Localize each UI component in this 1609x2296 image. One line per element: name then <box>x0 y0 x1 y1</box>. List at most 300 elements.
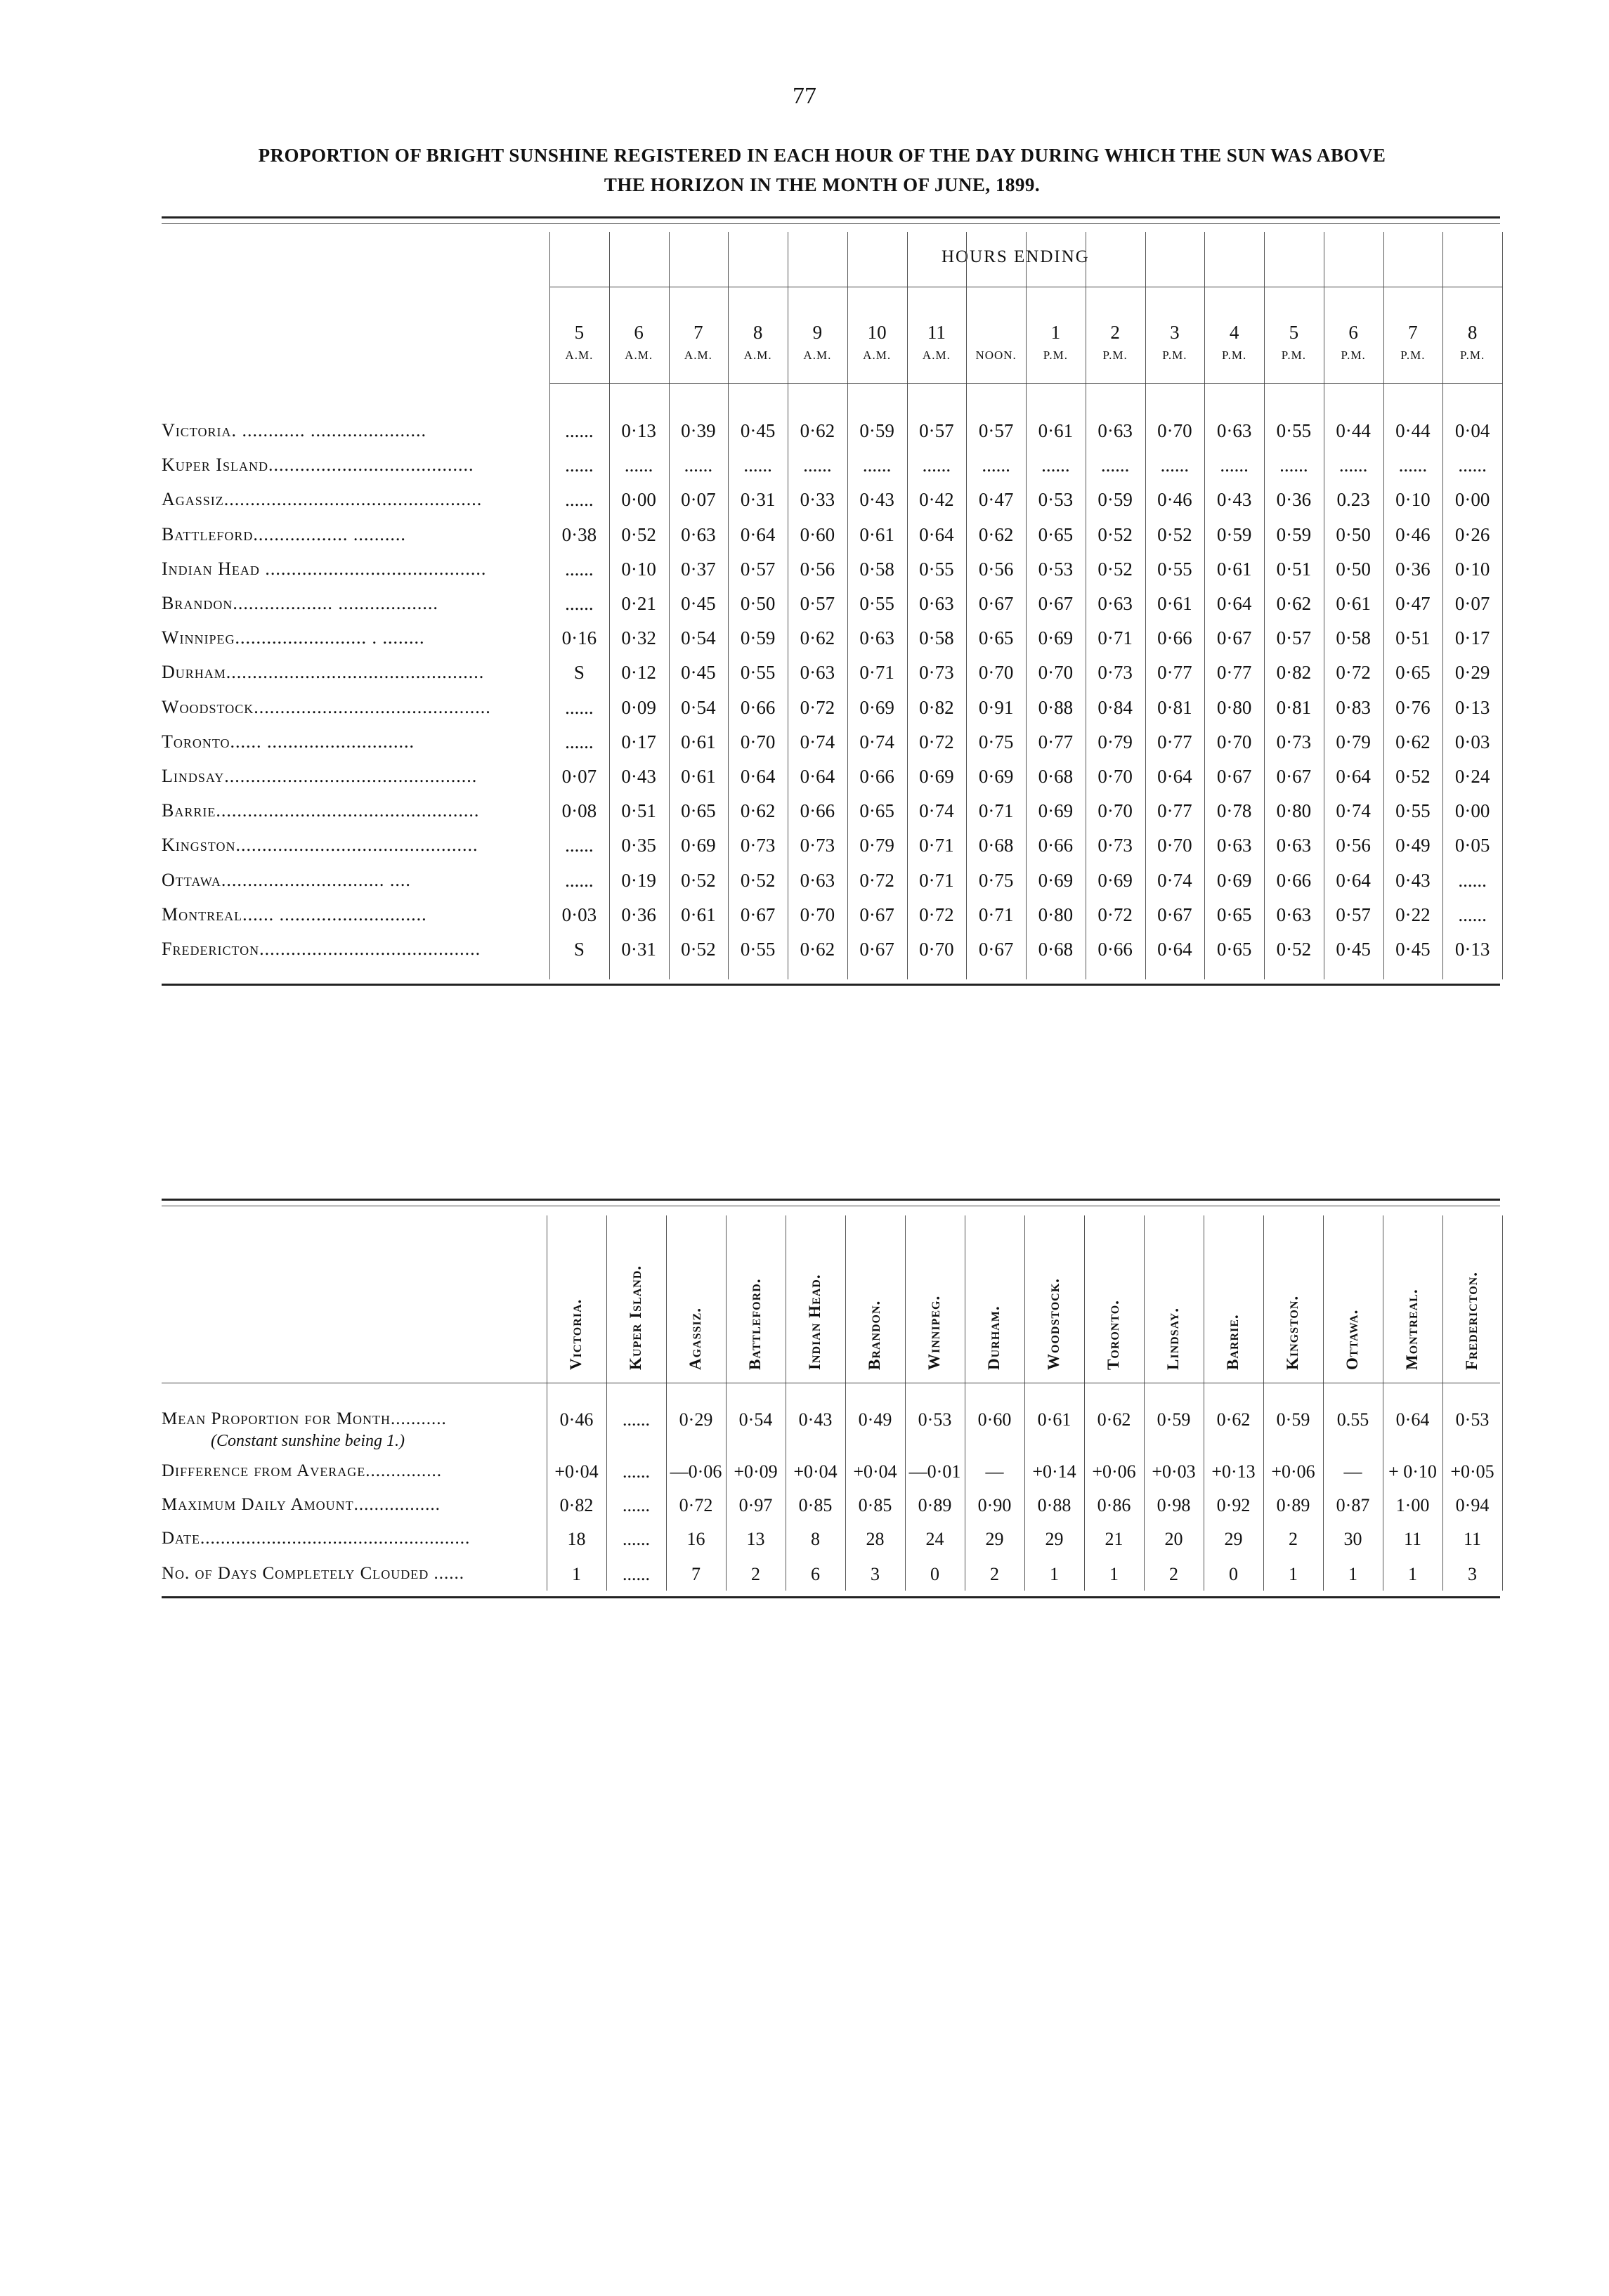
sunshine-value: 0·63 <box>1097 593 1133 614</box>
sunshine-value: 0·07 <box>1454 593 1490 614</box>
station-label: Montreal...... ............................ <box>162 904 427 925</box>
sunshine-value: 0·10 <box>1454 558 1490 580</box>
top-rule-thin <box>162 223 1500 224</box>
summary-value: 0·46 <box>559 1409 594 1430</box>
sunshine-value: 0·56 <box>1336 835 1371 856</box>
sunshine-value: 0·65 <box>1216 904 1252 925</box>
summary-value: 1 <box>1348 1564 1357 1584</box>
sunshine-value: 0·36 <box>621 904 656 925</box>
sunshine-value: ...... <box>1458 455 1487 476</box>
sunshine-value: 0·09 <box>621 696 656 718</box>
sunshine-value: 0·66 <box>800 800 835 822</box>
hour-column-number: 3 <box>1170 322 1180 343</box>
sunshine-value: 0·83 <box>1336 696 1371 718</box>
summary-value: 0·85 <box>798 1495 833 1515</box>
sunshine-value: 0·67 <box>978 593 1014 614</box>
sunshine-value: 0·46 <box>1157 489 1192 511</box>
sunshine-value: 0·58 <box>1336 627 1371 649</box>
sunshine-value: 0·31 <box>621 939 656 960</box>
sunshine-value: 0·66 <box>1097 939 1133 960</box>
sunshine-value: 0·70 <box>978 662 1014 684</box>
hour-column-period: P.M. <box>1400 348 1426 362</box>
summary-value: 0·88 <box>1037 1495 1071 1515</box>
summary-value: 28 <box>866 1529 885 1549</box>
sunshine-value: ...... <box>803 455 832 476</box>
sunshine-value: 0·72 <box>1097 904 1133 925</box>
sunshine-value: 0·36 <box>1395 558 1431 580</box>
summary-value: 2 <box>1169 1564 1178 1584</box>
sunshine-value: 0·17 <box>621 731 656 752</box>
sunshine-value: 0·70 <box>1097 800 1133 822</box>
sunshine-value: 0·55 <box>1395 800 1431 822</box>
sunshine-value: 0·70 <box>1038 662 1074 684</box>
sunshine-value: 0·67 <box>859 904 894 925</box>
station-label: Winnipeg......................... . ........ <box>162 627 425 648</box>
hour-column-period: A.M. <box>743 348 772 362</box>
sunshine-value: 0·67 <box>1157 904 1192 925</box>
sunshine-value: 0·73 <box>919 662 954 684</box>
station-column-header: Indian Head. <box>805 1274 823 1370</box>
station-label: Victoria. ............ ...................... <box>162 420 426 441</box>
sunshine-value: 0·52 <box>740 869 776 891</box>
sunshine-value: 0·64 <box>1336 766 1371 787</box>
sunshine-value: 0·62 <box>800 420 835 441</box>
page-title <box>169 141 1476 200</box>
sunshine-value: 0·52 <box>1276 939 1312 960</box>
sunshine-value: 0·03 <box>561 904 597 925</box>
summary-value: +0·05 <box>1450 1461 1494 1482</box>
sunshine-value: 0·50 <box>740 593 776 614</box>
sunshine-value: 0·61 <box>1216 558 1252 580</box>
sunshine-value: ...... <box>684 455 713 476</box>
sunshine-value: 0·26 <box>1454 523 1490 545</box>
station-label: Fredericton.......................................... <box>162 939 481 959</box>
station-column-header: Durham. <box>984 1305 1003 1370</box>
sunshine-value: 0·31 <box>740 489 776 511</box>
hour-column-period: P.M. <box>1162 348 1187 362</box>
sunshine-value: 0·55 <box>859 593 894 614</box>
hour-column-period: P.M. <box>1281 348 1306 362</box>
sunshine-value: 0·04 <box>1454 420 1490 441</box>
hour-column-period: P.M. <box>1222 348 1247 362</box>
summary-value: 2 <box>1289 1529 1298 1549</box>
sunshine-value: 0·62 <box>740 800 776 822</box>
sunshine-value: 0·61 <box>1157 593 1192 614</box>
summary-value: +0·14 <box>1032 1461 1076 1482</box>
sunshine-value: 0·69 <box>919 766 954 787</box>
sunshine-value: 0·55 <box>1276 420 1312 441</box>
sunshine-value: 0·61 <box>1038 420 1074 441</box>
sunshine-value: 0·64 <box>800 766 835 787</box>
sunshine-value: 0·64 <box>1157 939 1192 960</box>
sunshine-value: 0·64 <box>1157 766 1192 787</box>
sunshine-value: 0·63 <box>1216 420 1252 441</box>
summary-value: 0·72 <box>679 1495 713 1515</box>
summary-value: 0·87 <box>1336 1495 1370 1515</box>
sunshine-value: ...... <box>565 731 594 752</box>
sunshine-value: 0·52 <box>1097 523 1133 545</box>
summary-row-label: Date..................................................... <box>162 1529 471 1548</box>
header-rule <box>549 383 1502 384</box>
summary-value: 16 <box>686 1529 705 1549</box>
summary-value: + 0·10 <box>1388 1461 1437 1482</box>
sunshine-value: 0·65 <box>1038 523 1074 545</box>
summary-row-label: No. of Days Completely Clouded ...... <box>162 1564 464 1583</box>
summary-value: 0·86 <box>1097 1495 1131 1515</box>
sunshine-value: 0·71 <box>978 904 1014 925</box>
hour-column-number: 9 <box>812 322 823 343</box>
sunshine-value: 0·22 <box>1395 904 1431 925</box>
summary-value: 1 <box>1408 1564 1417 1584</box>
station-label: Battleford.................. .......... <box>162 523 406 544</box>
sunshine-value: 0·55 <box>1157 558 1192 580</box>
summary-value: 0·60 <box>977 1409 1012 1430</box>
sunshine-value: 0·39 <box>681 420 716 441</box>
station-column-header: Montreal. <box>1402 1289 1421 1370</box>
sunshine-value: ...... <box>565 593 594 614</box>
summary-value: 0·59 <box>1276 1409 1310 1430</box>
summary-value: 18 <box>567 1529 586 1549</box>
hour-column-number: 7 <box>693 322 703 343</box>
sunshine-value: 0·75 <box>978 731 1014 752</box>
sunshine-value: 0·45 <box>681 593 716 614</box>
summary-value: ...... <box>623 1564 650 1584</box>
sunshine-value: 0·46 <box>1395 523 1431 545</box>
sunshine-value: 0·10 <box>1395 489 1431 511</box>
sunshine-value: 0·82 <box>1276 662 1312 684</box>
summary-value: — <box>1343 1461 1362 1482</box>
summary-bottom-rule <box>162 1596 1500 1598</box>
sunshine-value: 0·57 <box>740 558 776 580</box>
sunshine-value: 0·65 <box>1395 662 1431 684</box>
station-column-header: Barrie. <box>1223 1314 1242 1370</box>
sunshine-value: 0·51 <box>1395 627 1431 649</box>
sunshine-value: 0·63 <box>800 869 835 891</box>
sunshine-value: 0·67 <box>1216 766 1252 787</box>
sunshine-value: 0·64 <box>919 523 954 545</box>
sunshine-value: 0·76 <box>1395 696 1431 718</box>
hour-column-number: 7 <box>1408 322 1418 343</box>
summary-value: 20 <box>1164 1529 1183 1549</box>
column-separator <box>1502 232 1503 979</box>
summary-value: 6 <box>811 1564 820 1584</box>
hour-column-period: P.M. <box>1341 348 1366 362</box>
sunshine-value: 0·19 <box>621 869 656 891</box>
sunshine-value: 0·24 <box>1454 766 1490 787</box>
sunshine-value: 0·82 <box>919 696 954 718</box>
sunshine-value: ...... <box>1220 455 1249 476</box>
sunshine-value: 0·70 <box>740 731 776 752</box>
sunshine-value: 0·13 <box>1454 939 1490 960</box>
summary-value: 1 <box>1109 1564 1119 1584</box>
summary-value: +0·06 <box>1092 1461 1136 1482</box>
hour-column-number: 8 <box>1467 322 1478 343</box>
sunshine-value: 0·33 <box>800 489 835 511</box>
sunshine-value: 0·73 <box>800 835 835 856</box>
sunshine-value: 0·51 <box>1276 558 1312 580</box>
hour-column-number: 1 <box>1050 322 1061 343</box>
sunshine-value: 0·71 <box>1097 627 1133 649</box>
sunshine-value: 0·69 <box>1097 869 1133 891</box>
sunshine-value: ...... <box>922 455 951 476</box>
sunshine-value: 0·43 <box>1395 869 1431 891</box>
sunshine-value: 0·63 <box>1097 420 1133 441</box>
sunshine-value: 0·79 <box>1097 731 1133 752</box>
station-label: Toronto...... ............................ <box>162 731 415 752</box>
sunshine-value: 0·44 <box>1336 420 1371 441</box>
sunshine-value: 0·72 <box>919 904 954 925</box>
summary-value: 0·29 <box>679 1409 713 1430</box>
sunshine-value: ...... <box>1458 904 1487 925</box>
station-column-header: Fredericton. <box>1462 1272 1480 1370</box>
station-column-header: Agassiz. <box>686 1307 704 1370</box>
sunshine-value: 0·73 <box>1097 662 1133 684</box>
sunshine-value: 0·59 <box>1216 523 1252 545</box>
hour-column-period: A.M. <box>803 348 832 362</box>
summary-value: 0·61 <box>1037 1409 1071 1430</box>
sunshine-value: 0·62 <box>800 627 835 649</box>
sunshine-value: 0·61 <box>681 766 716 787</box>
sunshine-value: ...... <box>982 455 1010 476</box>
station-label: Woodstock............................................. <box>162 696 491 717</box>
sunshine-value: 0·61 <box>681 904 716 925</box>
sunshine-value: 0·69 <box>681 835 716 856</box>
sunshine-value: 0·57 <box>919 420 954 441</box>
sunshine-value: ...... <box>565 835 594 856</box>
station-label: Barrie.................................................. <box>162 800 480 821</box>
summary-value: 13 <box>746 1529 765 1549</box>
sunshine-value: 0·65 <box>681 800 716 822</box>
summary-value: 24 <box>925 1529 944 1549</box>
station-column-header: Brandon. <box>865 1300 883 1370</box>
summary-value: 21 <box>1105 1529 1123 1549</box>
sunshine-value: 0·52 <box>681 939 716 960</box>
station-label: Lindsay................................................ <box>162 766 478 786</box>
sunshine-value: ...... <box>1279 455 1308 476</box>
sunshine-value: 0·79 <box>859 835 894 856</box>
sunshine-value: 0·70 <box>800 904 835 925</box>
station-column-header: Ottawa. <box>1343 1309 1361 1370</box>
sunshine-value: 0·64 <box>740 523 776 545</box>
station-column-header: Woodstock. <box>1044 1278 1062 1370</box>
sunshine-value: 0·32 <box>621 627 656 649</box>
sunshine-value: 0·64 <box>740 766 776 787</box>
sunshine-value: 0·07 <box>561 766 597 787</box>
sunshine-value: 0·74 <box>859 731 894 752</box>
sunshine-value: 0·52 <box>1157 523 1192 545</box>
summary-value: 0·59 <box>1157 1409 1191 1430</box>
sunshine-value: 0·21 <box>621 593 656 614</box>
station-label: Agassiz................................................. <box>162 489 483 510</box>
sunshine-value: 0·66 <box>740 696 776 718</box>
station-column-header: Kingston. <box>1283 1295 1301 1370</box>
sunshine-value: 0·63 <box>1276 904 1312 925</box>
sunshine-value: ...... <box>565 869 594 891</box>
sunshine-value: 0·69 <box>1216 869 1252 891</box>
station-column-header: Battleford. <box>745 1278 764 1370</box>
hour-column-period: P.M. <box>1102 348 1128 362</box>
sunshine-value: 0·74 <box>1157 869 1192 891</box>
sunshine-value: 0·62 <box>1276 593 1312 614</box>
sunshine-value: 0·45 <box>740 420 776 441</box>
summary-value: 0 <box>1229 1564 1238 1584</box>
title-line-1: PROPORTION OF BRIGHT SUNSHINE REGISTERED IN EACH HOUR OF THE DAY DURING WHICH THE SUN WAS ABOVE <box>258 145 1386 166</box>
sunshine-value: 0·63 <box>1216 835 1252 856</box>
sunshine-value: 0·55 <box>740 939 776 960</box>
sunshine-value: 0·66 <box>1276 869 1312 891</box>
sunshine-value: 0·03 <box>1454 731 1490 752</box>
sunshine-value: ...... <box>1100 455 1130 476</box>
hour-column-number: 6 <box>634 322 644 343</box>
sunshine-value: 0·63 <box>859 627 894 649</box>
sunshine-value: ...... <box>1398 455 1428 476</box>
sunshine-value: 0·05 <box>1454 835 1490 856</box>
station-label: Indian Head .......................................... <box>162 558 487 579</box>
sunshine-value: 0·73 <box>740 835 776 856</box>
station-label: Kingston.............................................. <box>162 835 478 856</box>
sunshine-value: 0·43 <box>1216 489 1252 511</box>
sunshine-value: 0·52 <box>621 523 656 545</box>
hour-column-number: 6 <box>1348 322 1358 343</box>
sunshine-value: ...... <box>565 420 594 441</box>
sunshine-value: 0·72 <box>859 869 894 891</box>
sunshine-value: 0·07 <box>681 489 716 511</box>
summary-value: 0·92 <box>1216 1495 1251 1515</box>
summary-value: +0·09 <box>734 1461 778 1482</box>
sunshine-value: 0·77 <box>1157 800 1192 822</box>
summary-value: 1 <box>1050 1564 1059 1584</box>
hour-column-period: NOON. <box>975 348 1017 362</box>
sunshine-value: 0·63 <box>919 593 954 614</box>
summary-value: +0·04 <box>554 1461 599 1482</box>
sunshine-value: 0·91 <box>978 696 1014 718</box>
sunshine-value: 0·67 <box>1216 627 1252 649</box>
sunshine-value: ...... <box>743 455 772 476</box>
hour-column-number: 8 <box>753 322 763 343</box>
summary-row-label: Maximum Daily Amount................. <box>162 1495 441 1514</box>
sunshine-value: ...... <box>565 558 594 580</box>
sunshine-value: 0·08 <box>561 800 597 822</box>
summary-value: 0·94 <box>1455 1495 1490 1515</box>
sunshine-value: 0·70 <box>1157 835 1192 856</box>
sunshine-value: 0·68 <box>1038 766 1074 787</box>
sunshine-value: 0·69 <box>1038 627 1074 649</box>
sunshine-value: 0·54 <box>681 627 716 649</box>
summary-value: ...... <box>623 1461 650 1482</box>
sunshine-value: 0·42 <box>919 489 954 511</box>
sunshine-value: 0·55 <box>740 662 776 684</box>
sunshine-value: 0·77 <box>1157 731 1192 752</box>
sunshine-value: 0·59 <box>1097 489 1133 511</box>
sunshine-value: 0·67 <box>1038 593 1074 614</box>
sunshine-value: 0·81 <box>1157 696 1192 718</box>
sunshine-value: 0·69 <box>1038 869 1074 891</box>
summary-value: 1 <box>572 1564 581 1584</box>
sunshine-value: 0·63 <box>800 662 835 684</box>
sunshine-value: 0·77 <box>1038 731 1074 752</box>
sunshine-value: S <box>573 939 585 960</box>
sunshine-value: 0·78 <box>1216 800 1252 822</box>
sunshine-value: 0·47 <box>1395 593 1431 614</box>
sunshine-value: 0·13 <box>1454 696 1490 718</box>
sunshine-value: 0·63 <box>1276 835 1312 856</box>
sunshine-value: 0·10 <box>621 558 656 580</box>
sunshine-value: 0·69 <box>1038 800 1074 822</box>
sunshine-value: 0·80 <box>1216 696 1252 718</box>
summary-row-label: Mean Proportion for Month........... <box>162 1409 447 1428</box>
sunshine-value: 0·59 <box>740 627 776 649</box>
sunshine-value: 0·12 <box>621 662 656 684</box>
station-column-header: Toronto. <box>1104 1300 1122 1370</box>
hour-column-period: P.M. <box>1043 348 1068 362</box>
sunshine-value: 0·72 <box>800 696 835 718</box>
sunshine-value: 0·59 <box>1276 523 1312 545</box>
sunshine-value: 0·58 <box>919 627 954 649</box>
hour-column-number: 5 <box>1289 322 1299 343</box>
sunshine-value: 0·45 <box>1336 939 1371 960</box>
sunshine-value: 0·66 <box>1038 835 1074 856</box>
sunshine-value: 0·71 <box>919 869 954 891</box>
sunshine-value: 0.23 <box>1336 489 1370 511</box>
summary-value: ...... <box>623 1529 650 1549</box>
sunshine-value: 0·52 <box>1395 766 1431 787</box>
summary-value: 2 <box>990 1564 999 1584</box>
sunshine-value: 0·65 <box>978 627 1014 649</box>
hours-ending-header: HOURS ENDING <box>942 247 1090 266</box>
sunshine-value: 0·55 <box>919 558 954 580</box>
summary-value: 0·85 <box>858 1495 892 1515</box>
sunshine-value: 0·00 <box>621 489 656 511</box>
sunshine-value: 0·61 <box>859 523 894 545</box>
hour-column-number: 10 <box>867 322 887 343</box>
sunshine-value: 0·53 <box>1038 558 1074 580</box>
sunshine-value: 0·66 <box>859 766 894 787</box>
sunshine-value: 0·65 <box>1216 939 1252 960</box>
sunshine-value: 0·00 <box>1454 800 1490 822</box>
sunshine-value: ...... <box>565 489 594 511</box>
summary-value: 0·53 <box>918 1409 952 1430</box>
sunshine-value: 0·84 <box>1097 696 1133 718</box>
sunshine-value: 0·80 <box>1276 800 1312 822</box>
sunshine-value: 0·45 <box>1395 939 1431 960</box>
summary-value: 1 <box>1289 1564 1298 1584</box>
summary-value: +0·03 <box>1152 1461 1196 1482</box>
summary-value: 0·62 <box>1216 1409 1251 1430</box>
summary-value: 11 <box>1463 1529 1482 1549</box>
sunshine-value: 0·16 <box>561 627 597 649</box>
summary-value: 0 <box>930 1564 939 1584</box>
station-column-header: Kuper Island. <box>626 1265 644 1370</box>
sunshine-value: 0·36 <box>1276 489 1312 511</box>
sunshine-value: 0·43 <box>859 489 894 511</box>
sunshine-value: 0·67 <box>740 904 776 925</box>
hour-column-number: 2 <box>1110 322 1120 343</box>
summary-value: 1·00 <box>1395 1495 1430 1515</box>
sunshine-value: 0·13 <box>621 420 656 441</box>
sunshine-value: 0·52 <box>681 869 716 891</box>
sunshine-value: 0·74 <box>1336 800 1371 822</box>
sunshine-value: 0·71 <box>978 800 1014 822</box>
sunshine-value: 0·69 <box>859 696 894 718</box>
sunshine-value: 0·57 <box>1276 627 1312 649</box>
sunshine-value: 0·50 <box>1336 523 1371 545</box>
summary-value: 0·49 <box>858 1409 892 1430</box>
sunshine-value: 0·50 <box>1336 558 1371 580</box>
sunshine-value: 0·75 <box>978 869 1014 891</box>
summary-value: 8 <box>811 1529 820 1549</box>
summary-value: —0·01 <box>908 1461 961 1482</box>
summary-top-rule-thick <box>162 1199 1500 1201</box>
